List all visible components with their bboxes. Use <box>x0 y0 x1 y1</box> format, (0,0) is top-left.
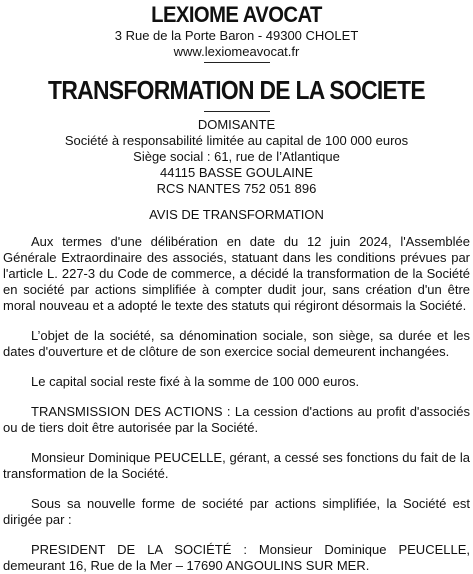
paragraph-former-manager: Monsieur Dominique PEUCELLE, gérant, a cessé ses fonctions du fait de la transformation de la Société. <box>3 450 470 481</box>
notice-subtitle: AVIS DE TRANSFORMATION <box>149 207 324 222</box>
firm-address: 3 Rue de la Porte Baron - 49300 CHOLET <box>114 28 359 43</box>
paragraph-unchanged-items: L’objet de la société, sa dénomination sociale, son siège, sa durée et les dates d'ouverture et de clôture de son exercice social demeurent inchangées. <box>3 328 470 359</box>
firm-header <box>3 0 470 63</box>
company-name: DOMISANTE <box>197 117 276 132</box>
paragraph-deliberation: Aux termes d'une délibération en date du 12 juin 2024, l'Assemblée Générale Extraordinaire des associés, statuant dans les conditions prévues par l'article L. 227-3 du Code de commerce, a décidé la transformation de la Société en société par actions simplifiée à compter dudit jour, sans création d'un être moral nouveau et a adopté le texte des statuts qui régiront désormais la Société. <box>3 234 470 313</box>
company-block <box>3 117 470 197</box>
company-legal-form: Société à responsabilité limitée au capital de 100 000 euros <box>64 133 409 148</box>
company-city: 44115 BASSE GOULAINE <box>160 165 313 180</box>
firm-name: LEXIOME AVOCAT <box>151 2 322 27</box>
company-head-office: Siège social : 61, rue de l’Atlantique <box>133 149 340 164</box>
notice-main-title: TRANSFORMATION DE LA SOCIETE <box>48 75 425 105</box>
header-divider <box>204 62 270 63</box>
paragraph-new-direction: Sous sa nouvelle forme de société par actions simplifiée, la Société est dirigée par : <box>3 496 470 527</box>
firm-website: www.lexiomeavocat.fr <box>173 44 300 59</box>
paragraph-capital: Le capital social reste fixé à la somme de 100 000 euros. <box>31 374 360 389</box>
notice-body <box>3 234 470 574</box>
paragraph-president: PRESIDENT DE LA SOCIÉTÉ : Monsieur Dominique PEUCELLE, demeurant 16, Rue de la Mer – 17690 ANGOULINS SUR MER. <box>3 542 470 573</box>
company-rcs: RCS NANTES 752 051 896 <box>156 181 317 196</box>
title-divider <box>204 111 270 112</box>
paragraph-share-transfer: TRANSMISSION DES ACTIONS : La cession d'actions au profit d'associés ou de tiers doit être autorisée par la Société. <box>3 404 470 435</box>
